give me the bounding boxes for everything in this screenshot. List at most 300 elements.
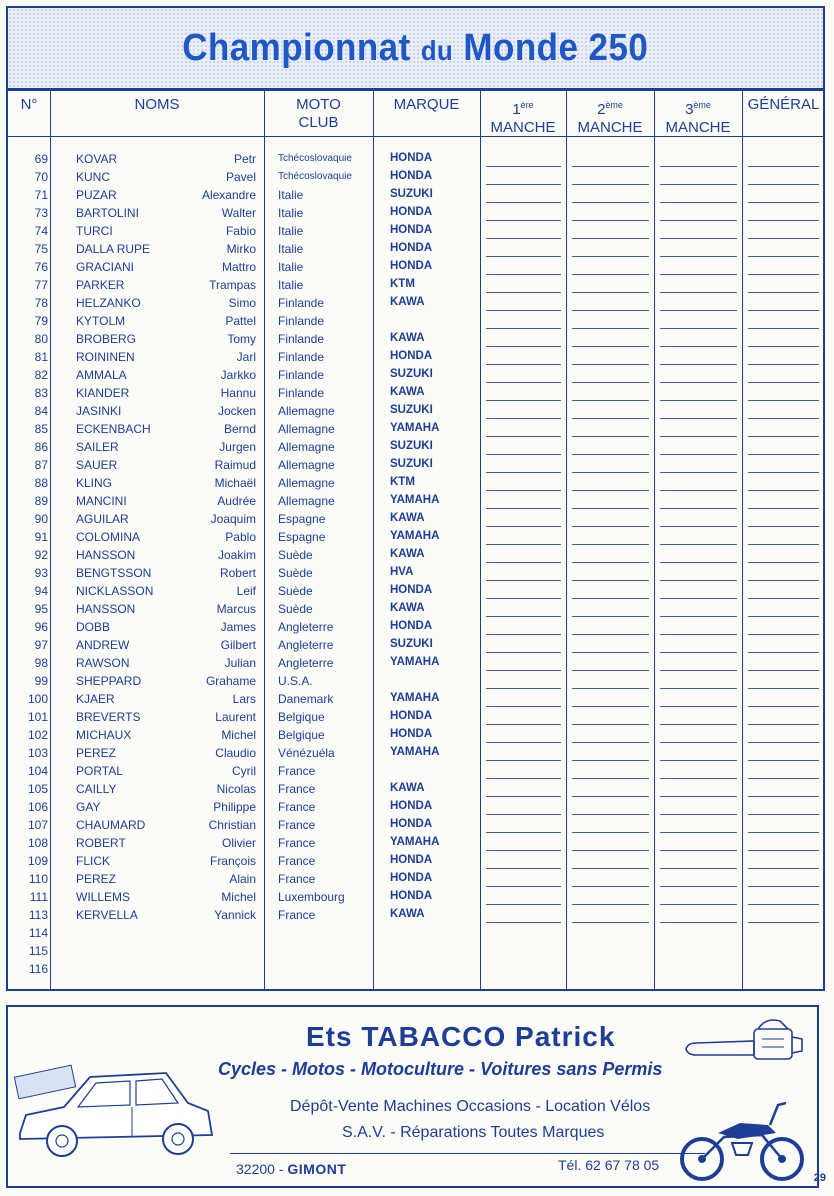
score-blank-line xyxy=(748,454,819,455)
rider-number: 85 xyxy=(34,422,48,436)
rider-brand: KAWA xyxy=(390,332,425,344)
rider-last-name: ECKENBACH xyxy=(76,422,151,436)
score-blank-line xyxy=(486,274,561,275)
rider-brand: HONDA xyxy=(390,872,433,884)
rider-last-name: KYTOLM xyxy=(76,314,126,328)
rider-brand: HONDA xyxy=(390,350,433,362)
rider-number: 71 xyxy=(34,188,48,202)
score-blank-line xyxy=(748,580,819,581)
rider-brand: HONDA xyxy=(390,818,433,830)
rider-last-name: DOBB xyxy=(76,620,111,634)
rider-first-name: Jurgen xyxy=(219,440,256,454)
rider-brand: HONDA xyxy=(390,260,433,272)
score-blank-line xyxy=(486,382,561,383)
ad-address: 32200 - GIMONT xyxy=(236,1161,347,1177)
rider-number: 109 xyxy=(27,854,48,868)
score-blank-line xyxy=(572,670,649,671)
table-row xyxy=(8,654,823,672)
rider-brand: KTM xyxy=(390,476,415,488)
score-blank-line xyxy=(572,580,649,581)
score-blank-line xyxy=(486,868,561,869)
score-blank-line xyxy=(486,184,561,185)
score-blank-line xyxy=(748,292,819,293)
rider-number: 75 xyxy=(34,242,48,256)
score-blank-line xyxy=(660,202,737,203)
table-row xyxy=(8,672,823,690)
score-blank-line xyxy=(748,832,819,833)
rider-number: 87 xyxy=(34,458,48,472)
table-row xyxy=(8,456,823,474)
score-blank-line xyxy=(748,400,819,401)
score-blank-line xyxy=(660,472,737,473)
rider-country: Italie xyxy=(278,242,304,256)
score-blank-line xyxy=(572,526,649,527)
page-title: Championnat du Monde 250 xyxy=(182,26,649,69)
score-blank-line xyxy=(748,634,819,635)
score-blank-line xyxy=(748,598,819,599)
score-blank-line xyxy=(486,364,561,365)
rider-country: Italie xyxy=(278,206,304,220)
score-blank-line xyxy=(660,544,737,545)
rider-number: 94 xyxy=(34,584,48,598)
rider-last-name: NICKLASSON xyxy=(76,584,154,598)
rider-first-name: Jocken xyxy=(217,404,256,418)
rider-country: Angleterre xyxy=(278,620,334,634)
table-row xyxy=(8,402,823,420)
score-blank-line xyxy=(486,670,561,671)
score-blank-line xyxy=(748,472,819,473)
rider-last-name: BROBERG xyxy=(76,332,137,346)
score-blank-line xyxy=(748,544,819,545)
rider-country: France xyxy=(278,836,316,850)
score-blank-line xyxy=(748,508,819,509)
score-blank-line xyxy=(486,634,561,635)
score-blank-line xyxy=(486,220,561,221)
rider-last-name: RAWSON xyxy=(76,656,130,670)
table-row xyxy=(8,420,823,438)
score-blank-line xyxy=(486,490,561,491)
rider-country: France xyxy=(278,818,316,832)
score-blank-line xyxy=(660,382,737,383)
score-blank-line xyxy=(660,688,737,689)
score-blank-line xyxy=(486,562,561,563)
rider-last-name: KOVAR xyxy=(76,152,118,166)
score-blank-line xyxy=(572,436,649,437)
score-blank-line xyxy=(486,166,561,167)
score-blank-line xyxy=(486,436,561,437)
score-blank-line xyxy=(486,598,561,599)
table-row xyxy=(8,744,823,762)
rider-brand: KAWA xyxy=(390,296,425,308)
rider-brand: KAWA xyxy=(390,602,425,614)
table-row xyxy=(8,528,823,546)
score-blank-line xyxy=(486,310,561,311)
score-blank-line xyxy=(748,166,819,167)
score-blank-line xyxy=(572,796,649,797)
score-blank-line xyxy=(748,202,819,203)
rider-brand: HONDA xyxy=(390,242,433,254)
score-blank-line xyxy=(486,346,561,347)
rider-number: 80 xyxy=(34,332,48,346)
rider-first-name: Robert xyxy=(219,566,256,580)
score-blank-line xyxy=(660,526,737,527)
score-blank-line xyxy=(660,868,737,869)
score-blank-line xyxy=(748,670,819,671)
table-row xyxy=(8,348,823,366)
rider-number: 86 xyxy=(34,440,48,454)
rider-number: 74 xyxy=(34,224,48,238)
score-blank-line xyxy=(660,922,737,923)
table-row xyxy=(8,330,823,348)
rider-number: 115 xyxy=(28,944,48,958)
title-bar xyxy=(8,8,823,91)
rider-country: Italie xyxy=(278,188,304,202)
score-blank-line xyxy=(486,508,561,509)
rider-brand: HONDA xyxy=(390,620,433,632)
rider-brand: YAMAHA xyxy=(390,530,440,542)
rider-number: 106 xyxy=(27,800,48,814)
rider-country: Allemagne xyxy=(278,440,335,454)
score-blank-line xyxy=(572,220,649,221)
rider-number: 81 xyxy=(34,350,48,364)
rider-country: France xyxy=(278,764,316,778)
score-blank-line xyxy=(660,832,737,833)
table-row xyxy=(8,564,823,582)
score-blank-line xyxy=(660,706,737,707)
rider-number: 108 xyxy=(27,836,48,850)
rider-first-name: Trampas xyxy=(209,278,256,292)
score-blank-line xyxy=(572,238,649,239)
rider-first-name: Michel xyxy=(221,890,256,904)
rider-brand: SUZUKI xyxy=(390,638,433,650)
table-row xyxy=(8,258,823,276)
table-row xyxy=(8,852,823,870)
score-blank-line xyxy=(748,850,819,851)
rider-number: 78 xyxy=(34,296,48,310)
table-row xyxy=(8,762,823,780)
rider-last-name: DALLA RUPE xyxy=(76,242,151,256)
rider-country: Finlande xyxy=(278,332,325,346)
rider-last-name: COLOMINA xyxy=(76,530,141,544)
score-blank-line xyxy=(572,400,649,401)
score-blank-line xyxy=(572,184,649,185)
rider-number: 73 xyxy=(34,206,48,220)
table-row xyxy=(8,816,823,834)
rider-brand: KTM xyxy=(390,278,415,290)
score-blank-line xyxy=(572,760,649,761)
rider-brand: HONDA xyxy=(390,728,433,740)
score-blank-line xyxy=(748,328,819,329)
table-row xyxy=(8,438,823,456)
score-blank-line xyxy=(572,328,649,329)
score-blank-line xyxy=(486,400,561,401)
score-blank-line xyxy=(660,634,737,635)
score-blank-line xyxy=(572,310,649,311)
rider-brand: SUZUKI xyxy=(390,404,433,416)
rider-last-name: PUZAR xyxy=(76,188,117,202)
rider-brand: KAWA xyxy=(390,548,425,560)
score-blank-line xyxy=(660,580,737,581)
score-blank-line xyxy=(486,472,561,473)
score-blank-line xyxy=(660,310,737,311)
score-blank-line xyxy=(572,706,649,707)
rider-last-name: MANCINI xyxy=(76,494,127,508)
score-blank-line xyxy=(748,562,819,563)
rider-first-name: Joaquim xyxy=(210,512,256,526)
score-blank-line xyxy=(572,688,649,689)
score-blank-line xyxy=(748,760,819,761)
rider-number: 76 xyxy=(34,260,48,274)
score-blank-line xyxy=(572,346,649,347)
page-number: 29 xyxy=(813,1172,826,1184)
rider-number: 69 xyxy=(34,152,48,166)
score-blank-line xyxy=(660,652,737,653)
rider-last-name: TURCI xyxy=(76,224,113,238)
rider-first-name: Bernd xyxy=(223,422,256,436)
rider-last-name: AGUILAR xyxy=(76,512,129,526)
score-blank-line xyxy=(486,904,561,905)
score-blank-line xyxy=(660,400,737,401)
score-blank-line xyxy=(748,436,819,437)
rider-last-name: CAILLY xyxy=(76,782,117,796)
score-blank-line xyxy=(486,418,561,419)
score-blank-line xyxy=(660,238,737,239)
table-row xyxy=(8,492,823,510)
score-blank-line xyxy=(486,778,561,779)
score-blank-line xyxy=(660,274,737,275)
rider-first-name: Joakim xyxy=(217,548,256,562)
rider-brand: YAMAHA xyxy=(390,656,440,668)
rider-first-name: Claudio xyxy=(215,746,256,760)
rider-country: Allemagne xyxy=(278,458,335,472)
rider-brand: HVA xyxy=(390,566,414,578)
rider-country: France xyxy=(278,908,316,922)
score-blank-line xyxy=(660,346,737,347)
rider-first-name: Walter xyxy=(221,206,256,220)
score-blank-line xyxy=(486,202,561,203)
score-blank-line xyxy=(572,382,649,383)
rider-last-name: KIANDER xyxy=(76,386,130,400)
rider-brand: HONDA xyxy=(390,224,433,236)
rider-last-name: ROININEN xyxy=(76,350,135,364)
rider-last-name: HELZANKO xyxy=(76,296,141,310)
table-row xyxy=(8,690,823,708)
header-noms: NOMS xyxy=(134,96,180,113)
rider-brand: HONDA xyxy=(390,710,433,722)
rider-country: Belgique xyxy=(278,710,325,724)
header-manche-3: 3ème MANCHE xyxy=(665,100,731,136)
rider-country: Angleterre xyxy=(278,656,334,670)
table-row xyxy=(8,168,823,186)
score-blank-line xyxy=(660,814,737,815)
score-blank-line xyxy=(572,652,649,653)
chainsaw-icon xyxy=(684,1015,806,1065)
score-blank-line xyxy=(660,616,737,617)
score-blank-line xyxy=(748,238,819,239)
rider-last-name: PORTAL xyxy=(76,764,123,778)
rider-last-name: SAUER xyxy=(76,458,118,472)
table-row xyxy=(8,582,823,600)
table-row xyxy=(8,618,823,636)
rider-last-name: JASINKI xyxy=(76,404,122,418)
rider-first-name: Audrée xyxy=(217,494,256,508)
score-blank-line xyxy=(748,868,819,869)
score-blank-line xyxy=(572,544,649,545)
score-blank-line xyxy=(572,904,649,905)
score-blank-line xyxy=(748,490,819,491)
rider-number: 70 xyxy=(34,170,48,184)
rider-number: 101 xyxy=(27,710,48,724)
rider-brand: SUZUKI xyxy=(390,458,433,470)
score-blank-line xyxy=(660,292,737,293)
rider-number: 99 xyxy=(34,674,48,688)
rider-last-name: WILLEMS xyxy=(76,890,131,904)
score-blank-line xyxy=(748,616,819,617)
score-blank-line xyxy=(748,742,819,743)
rider-first-name: Michaël xyxy=(214,476,256,490)
rider-last-name: KERVELLA xyxy=(76,908,138,922)
table-row xyxy=(8,834,823,852)
score-blank-line xyxy=(748,256,819,257)
rider-brand: KAWA xyxy=(390,908,425,920)
rider-number: 104 xyxy=(27,764,48,778)
rider-first-name: Tomy xyxy=(227,332,256,346)
rider-first-name: Philippe xyxy=(213,800,256,814)
rider-country: Suède xyxy=(278,548,313,562)
rider-brand: HONDA xyxy=(390,890,433,902)
score-blank-line xyxy=(748,688,819,689)
score-blank-line xyxy=(660,742,737,743)
table-row xyxy=(8,780,823,798)
score-blank-line xyxy=(486,238,561,239)
rider-number: 90 xyxy=(34,512,48,526)
rider-number: 88 xyxy=(34,476,48,490)
table-row xyxy=(8,636,823,654)
rider-first-name: Jarl xyxy=(236,350,256,364)
score-blank-line xyxy=(572,508,649,509)
score-blank-line xyxy=(660,508,737,509)
rider-first-name: Nicolas xyxy=(216,782,256,796)
rider-last-name: PEREZ xyxy=(76,746,117,760)
ad-divider xyxy=(230,1153,705,1154)
table-row xyxy=(8,726,823,744)
rider-brand: YAMAHA xyxy=(390,422,440,434)
rider-country: Finlande xyxy=(278,350,325,364)
score-blank-line xyxy=(486,760,561,761)
rider-country: Italie xyxy=(278,260,304,274)
rider-country: Tchécoslovaquie xyxy=(278,171,352,182)
score-blank-line xyxy=(572,454,649,455)
score-blank-line xyxy=(660,220,737,221)
score-blank-line xyxy=(486,526,561,527)
score-blank-line xyxy=(748,886,819,887)
score-blank-line xyxy=(572,634,649,635)
header-manche-1: 1ère MANCHE xyxy=(490,100,556,136)
rider-country: Luxembourg xyxy=(278,890,345,904)
rider-country: Tchécoslovaquie xyxy=(278,153,352,164)
rider-first-name: Julian xyxy=(224,656,256,670)
score-blank-line xyxy=(486,706,561,707)
score-blank-line xyxy=(486,544,561,545)
score-blank-line xyxy=(660,490,737,491)
rider-last-name: SAILER xyxy=(76,440,119,454)
header-rule xyxy=(8,136,823,137)
rider-last-name: BREVERTS xyxy=(76,710,141,724)
rider-last-name: KJAER xyxy=(76,692,115,706)
rider-country: Allemagne xyxy=(278,422,335,436)
rider-last-name: ROBERT xyxy=(76,836,126,850)
rider-number: 113 xyxy=(28,908,48,922)
score-blank-line xyxy=(572,418,649,419)
rider-first-name: Laurent xyxy=(215,710,256,724)
score-blank-line xyxy=(660,184,737,185)
rider-brand: SUZUKI xyxy=(390,440,433,452)
ad-business-name: Ets TABACCO Patrick xyxy=(306,1021,616,1052)
score-blank-line xyxy=(572,616,649,617)
table-row xyxy=(8,222,823,240)
score-blank-line xyxy=(660,850,737,851)
score-blank-line xyxy=(572,274,649,275)
score-blank-line xyxy=(572,472,649,473)
rider-first-name: Pattel xyxy=(225,314,256,328)
rider-first-name: Simo xyxy=(228,296,256,310)
rider-first-name: Alain xyxy=(229,872,256,886)
rider-brand: SUZUKI xyxy=(390,368,433,380)
rider-first-name: Pavel xyxy=(225,170,256,184)
score-blank-line xyxy=(572,562,649,563)
rider-number: 93 xyxy=(34,566,48,580)
rider-number: 100 xyxy=(27,692,48,706)
score-blank-line xyxy=(572,202,649,203)
rider-country: U.S.A. xyxy=(278,674,313,688)
rider-number: 89 xyxy=(34,494,48,508)
rider-number: 82 xyxy=(34,368,48,382)
rider-brand: KAWA xyxy=(390,512,425,524)
table-row xyxy=(8,942,823,960)
rider-first-name: Christian xyxy=(208,818,256,832)
car-icon xyxy=(12,1063,224,1163)
header-general: GÉNÉRAL xyxy=(747,96,820,113)
score-blank-line xyxy=(748,526,819,527)
table-row xyxy=(8,870,823,888)
rider-country: Allemagne xyxy=(278,476,335,490)
rider-last-name: KLING xyxy=(76,476,113,490)
rider-number: 95 xyxy=(34,602,48,616)
score-blank-line xyxy=(572,922,649,923)
rider-country: Finlande xyxy=(278,368,325,382)
rider-first-name: Michel xyxy=(221,728,256,742)
score-blank-line xyxy=(748,814,819,815)
table-row xyxy=(8,798,823,816)
score-blank-line xyxy=(486,616,561,617)
rider-number: 111 xyxy=(29,890,48,904)
rider-first-name: François xyxy=(209,854,256,868)
table-row xyxy=(8,510,823,528)
score-blank-line xyxy=(486,814,561,815)
rider-last-name: PARKER xyxy=(76,278,125,292)
table-row xyxy=(8,384,823,402)
rider-number: 105 xyxy=(27,782,48,796)
rider-number: 107 xyxy=(27,818,48,832)
rider-country: Danemark xyxy=(278,692,334,706)
rider-brand: KAWA xyxy=(390,782,425,794)
rider-first-name: Yannick xyxy=(214,908,256,922)
rider-brand: HONDA xyxy=(390,152,433,164)
score-blank-line xyxy=(486,580,561,581)
score-blank-line xyxy=(660,904,737,905)
score-blank-line xyxy=(748,652,819,653)
rider-last-name: BARTOLINI xyxy=(76,206,139,220)
